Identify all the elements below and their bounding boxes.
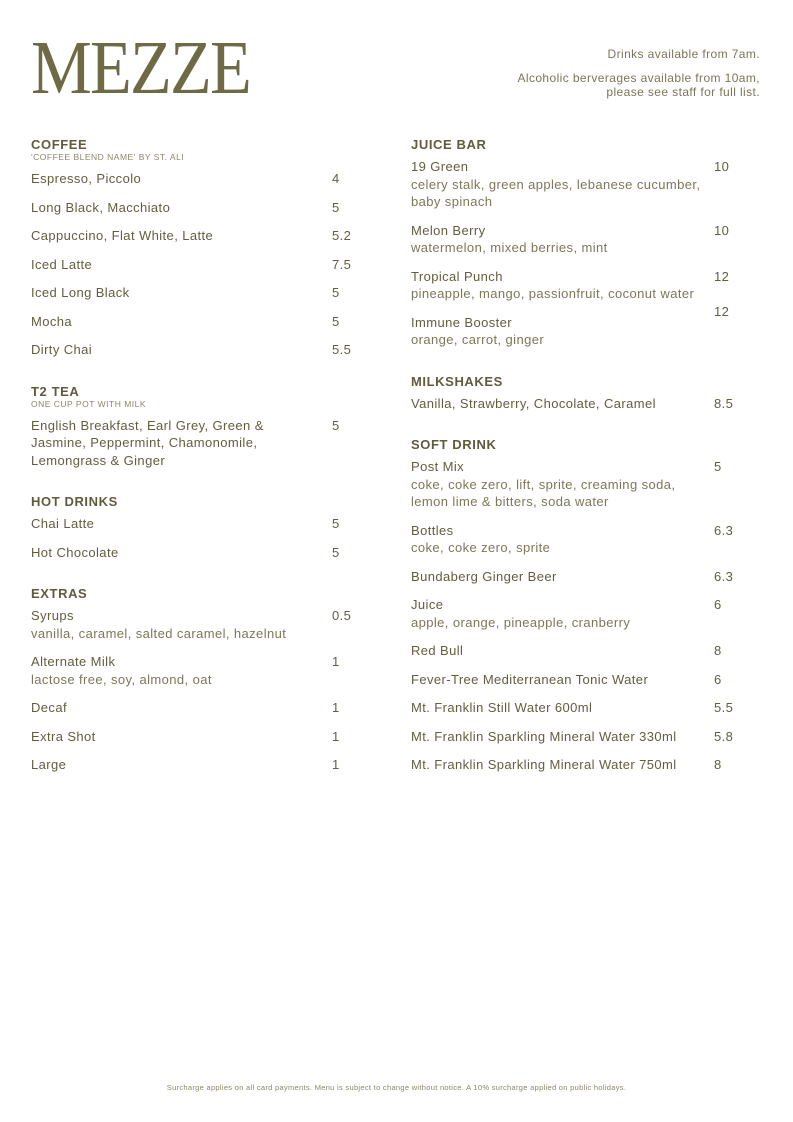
notice-line (440, 71, 760, 99)
menu-item-price-secondary: 12 (714, 303, 730, 319)
menu-item-text (411, 395, 706, 413)
section-subtitle: 'COFFEE BLEND NAME' BY ST. ALI (31, 152, 185, 162)
menu-item (31, 313, 361, 331)
menu-item-price: 6 (714, 597, 722, 612)
menu-item (31, 227, 361, 245)
menu-item-name: Decaf (31, 700, 67, 715)
menu-item-text (31, 417, 321, 470)
menu-item-text (411, 699, 706, 717)
section-title: SOFT DRINK (411, 437, 497, 452)
menu-item-name: Iced Latte (31, 256, 93, 272)
menu-item-text (411, 458, 706, 511)
section-subtitle: ONE CUP POT WITH MILK (31, 398, 147, 409)
menu-item-name: 19 Green (411, 159, 469, 174)
menu-item (411, 671, 746, 689)
availability-notice (440, 47, 760, 109)
menu-item-name: Syrups (31, 608, 74, 623)
menu-item-text (411, 596, 706, 631)
menu-item-name: Espresso, Piccolo (31, 171, 142, 186)
menu-item-description: celery stalk, green apples, lebanese cucumber, baby spinach (411, 176, 701, 209)
menu-item-price: 5.5 (332, 342, 352, 357)
menu-item (411, 222, 746, 257)
menu-item-name: Vanilla, Strawberry, Chocolate, Caramel (411, 395, 656, 411)
menu-item-description: apple, orange, pineapple, cranberry (411, 614, 631, 630)
menu-item (411, 728, 746, 746)
menu-item (31, 417, 361, 470)
menu-item-description: orange, carrot, ginger (411, 332, 545, 347)
menu-item (411, 568, 746, 586)
section-title: HOT DRINKS (31, 494, 118, 509)
menu-item (411, 699, 746, 717)
menu-item (31, 284, 361, 302)
menu-item-text (411, 314, 706, 349)
menu-item (411, 522, 746, 557)
menu-item-text (411, 522, 706, 557)
menu-item-price: 7.5 (332, 256, 352, 272)
menu-item (411, 395, 746, 413)
notice-line-b: please see staff for full list. (606, 85, 760, 99)
menu-item (411, 642, 746, 660)
menu-item (31, 699, 361, 717)
menu-item-name: Bottles (411, 522, 454, 538)
menu-item-description: vanilla, caramel, salted caramel, hazelnut (31, 625, 287, 641)
menu-item-text (31, 170, 321, 188)
menu-item-price: 6.3 (714, 568, 734, 584)
menu-item-text (411, 728, 706, 746)
menu-item-text (31, 515, 321, 533)
menu-item-text (31, 756, 321, 774)
menu-item (31, 515, 361, 533)
menu-item-name: Extra Shot (31, 728, 96, 744)
menu-item-description: coke, coke zero, lift, sprite, creaming soda, lemon lime & bitters, soda water (411, 476, 676, 509)
menu-item-name: English Breakfast, Earl Grey, Green & Jasmine, Peppermint, Chamonomile, Lemongrass & Ginger (31, 417, 264, 468)
menu-item-text (31, 544, 321, 562)
menu-item-name: Mt. Franklin Sparkling Mineral Water 750ml (411, 757, 677, 772)
menu-item-text (31, 284, 321, 302)
menu-item-name: Juice (411, 597, 444, 612)
menu-item-text (411, 268, 706, 303)
menu-item-price: 5.8 (714, 728, 734, 744)
menu-item-name: Long Black, Macchiato (31, 199, 171, 215)
menu-item-name: Post Mix (411, 459, 465, 474)
menu-item (411, 458, 746, 511)
menu-item-price: 0.5 (332, 608, 352, 623)
menu-item-text (31, 341, 321, 359)
menu-item (31, 728, 361, 746)
menu-item-price: 8.5 (714, 395, 734, 411)
section-title: EXTRAS (31, 586, 88, 601)
menu-item-name: Large (31, 757, 67, 772)
menu-item (31, 756, 361, 774)
menu-item-name: Bundaberg Ginger Beer (411, 568, 557, 584)
menu-item (31, 170, 361, 188)
menu-item-price: 12 (714, 268, 730, 284)
menu-item-text (411, 756, 706, 774)
menu-item-text (31, 607, 321, 642)
menu-item-text (31, 653, 321, 688)
menu-item-price: 5 (332, 544, 340, 560)
menu-item-text (411, 642, 706, 660)
menu-item-price: 6.3 (714, 522, 734, 538)
menu-item-price: 5.2 (332, 228, 352, 243)
menu-item-description: coke, coke zero, sprite (411, 540, 551, 555)
menu-item-price: 5 (714, 459, 722, 474)
section-title: COFFEE (31, 137, 88, 152)
menu-item-price: 1 (332, 728, 340, 744)
menu-item-description: lactose free, soy, almond, oat (31, 671, 212, 687)
menu-item-price: 6 (714, 671, 722, 687)
menu-item-text (411, 568, 706, 586)
menu-item (31, 256, 361, 274)
menu-item-text (31, 256, 321, 274)
menu-item-price: 1 (332, 654, 340, 669)
menu-item-description: watermelon, mixed berries, mint (411, 240, 608, 255)
section-title: JUICE BAR (411, 137, 487, 152)
menu-item-text (411, 158, 706, 211)
section-milkshakes (411, 369, 746, 413)
menu-item-price: 1 (332, 757, 340, 772)
menu-item-name: Mt. Franklin Still Water 600ml (411, 700, 593, 715)
menu-item (31, 199, 361, 217)
menu-item-name: Iced Long Black (31, 285, 130, 300)
menu-item-name: Chai Latte (31, 516, 95, 531)
menu-item-name: Tropical Punch (411, 268, 503, 284)
section-coffee (31, 132, 361, 359)
menu-item-price: 5 (332, 285, 340, 300)
menu-item-price: 5 (332, 417, 340, 433)
menu-item-name: Melon Berry (411, 222, 486, 238)
section-t2-tea (31, 379, 361, 470)
menu-item-text (31, 199, 321, 217)
menu-item-price: 4 (332, 171, 340, 186)
section-title: MILKSHAKES (411, 373, 503, 389)
menu-item-text (31, 699, 321, 717)
menu-item-name: Dirty Chai (31, 342, 93, 357)
menu-item (411, 596, 746, 631)
menu-item-text (31, 728, 321, 746)
section-extras (31, 581, 361, 774)
brand-logo: MEZZE (31, 26, 250, 110)
menu-item-name: Mt. Franklin Sparkling Mineral Water 330ml (411, 728, 677, 744)
menu-column-right (411, 132, 746, 794)
menu-column-left (31, 132, 361, 794)
section-juice-bar (411, 132, 746, 349)
menu-item (31, 607, 361, 642)
menu-item-price: 5.5 (714, 700, 734, 715)
menu-item-price: 10 (714, 222, 730, 238)
menu-item-name: Fever-Tree Mediterranean Tonic Water (411, 671, 649, 687)
menu-item-text (411, 222, 706, 257)
menu-item (411, 756, 746, 774)
menu-item-price: 5 (332, 516, 340, 531)
menu-item-price: 5 (332, 199, 340, 215)
menu-item-name: Alternate Milk (31, 654, 116, 669)
section-soft-drink (411, 432, 746, 774)
menu-item-name: Hot Chocolate (31, 544, 119, 560)
menu-item (411, 158, 746, 211)
menu-item (31, 341, 361, 359)
menu-item-price: 1 (332, 700, 340, 715)
menu-item-name: Immune Booster (411, 314, 512, 330)
menu-item (31, 653, 361, 688)
menu-item-text (31, 313, 321, 331)
section-title: T2 TEA (31, 383, 80, 399)
section-hot-drinks (31, 489, 361, 561)
menu-item-text (411, 671, 706, 689)
menu-item-price: 8 (714, 757, 722, 772)
menu-item-name: Mocha (31, 313, 73, 329)
notice-line-a: Alcoholic berverages available from 10am, (517, 71, 760, 85)
menu-item-price: 5 (332, 313, 340, 329)
menu-item-name: Cappuccino, Flat White, Latte (31, 228, 214, 243)
menu-item (411, 268, 746, 319)
menu-item-price: 10 (714, 159, 730, 174)
menu-item (411, 314, 746, 349)
menu-item-description: pineapple, mango, passionfruit, coconut water (411, 286, 695, 301)
menu-item-text (31, 227, 321, 245)
menu-item (31, 544, 361, 562)
menu-item-name: Red Bull (411, 643, 464, 658)
surcharge-footer: Surcharge applies on all card payments. Menu is subject to change without notice. A 10% surcharge applied on public holidays. (166, 1083, 627, 1092)
notice-line: Drinks available from 7am. (607, 47, 760, 61)
menu-item-price: 8 (714, 643, 722, 658)
